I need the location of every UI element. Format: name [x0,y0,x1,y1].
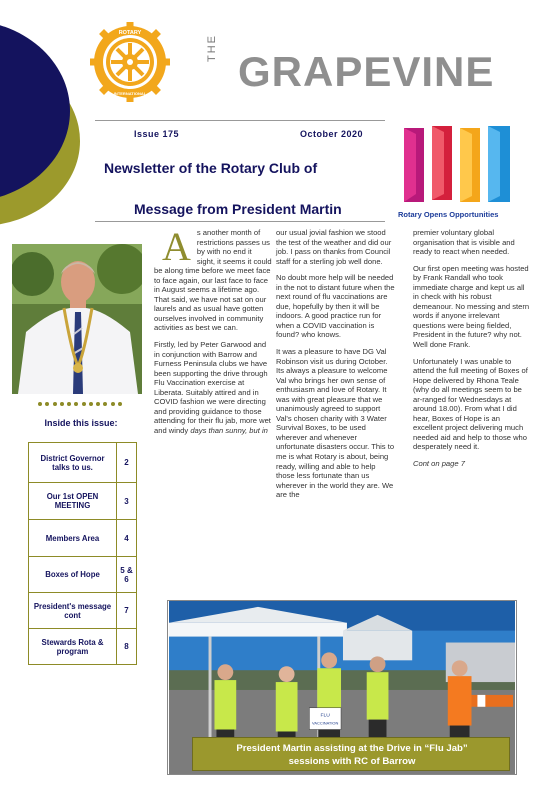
article-column-1 [154,224,272,442]
toc-page: 3 [117,483,137,520]
toc-page: 4 [117,520,137,557]
decorative-arc [0,0,88,240]
toc-title: President's message cont [29,593,117,629]
article-column-2 [276,228,396,507]
paragraph: premier voluntary global organisation that is visible and ready to react when needed. [413,228,515,257]
toc-title: Our 1st OPEN MEETING [29,483,117,520]
newsletter-subtitle: Newsletter of the Rotary Club of [104,160,318,176]
paragraph-text: days than sunny, but in [190,425,268,435]
masthead-the: THE [206,34,218,62]
toc-row [29,593,137,629]
logo-text-bottom: INTERNATIONAL [113,91,147,96]
rotary-logo [90,22,170,102]
issue-number: Issue 175 [134,129,180,139]
paragraph [154,224,272,333]
toc-row [29,483,137,520]
paragraph: No doubt more help will be needed in the not to distant future when the next round of flu vaccinations are due, hopefully by then it will be indoors. A good practice run for when a COVID vaccination is found? who knows. [276,273,395,340]
tagline: Rotary Opens Opportunities [398,210,499,219]
paragraph: our usual jovial fashion we stood the test of the weather and did our job. I pass on thanks from Council staff for a sterling job well done. [276,228,392,266]
paragraph-text: Firstly, led by Peter Garwood and in conjunction with Barrow and Furness Peninsula clubs we have been supporting the drive through Flu Vaccination exercise at Liberata. Suitably attired and in COVID fashion we were directing and providing guidance to those attending for their flu jab, more wet and windy [154,340,271,435]
issue-date: October 2020 [300,129,364,139]
toc-row [29,629,137,665]
sign-text: VACCINATION [312,720,339,726]
divider [95,120,385,121]
drop-cap: A [162,224,191,269]
dot-divider [38,402,122,410]
newsletter-title: GRAPEVINE [238,48,495,95]
president-portrait [12,244,142,394]
toc-page: 2 [117,443,137,483]
toc-page: 7 [117,593,137,629]
continued-note: Cont on page 7 [413,459,465,469]
toc-row [29,520,137,557]
paragraph: Unfortunately I was unable to attend the full meeting of Boxes of Hope delivered by Rhona Teale (why do all meetings seem to be ar-ranged for Wednesdays at around 18.00). From what I did hear, Boxes of Hope is an excellent project delivering much needed aid and help to those who desperately need it. [413,356,528,452]
toc-title: Boxes of Hope [29,557,117,593]
toc-page: 8 [117,629,137,665]
toc-title: District Governor talks to us. [29,443,117,483]
paragraph: It was a pleasure to have DG Val Robinson visit us during October. Its always a pleasure to welcome Val who brings her own sense of enthusiasm and love of Rotary. It was with great pleasure that we unanimously agreed to support Val's chosen charity with 3 Water Survival Boxes, to be used wherever and whenever unfortunate disasters occur. This to me is what Rotary is about, being ready, willing and able to help those less fortunate than us wherever in the world they are. We are the [276,347,395,500]
paragraph: Our first open meeting was hosted by Frank Randall who took immediate charge and kept us all in check with his robust demeanour. No messing and stern words if anyone irrelevant questions were being fielded, President in the future? why not. Well done Frank. [413,263,530,350]
inside-this-issue-heading: Inside this issue: [44,418,118,428]
opportunities-doors-icon [402,124,518,208]
toc-title: Members Area [29,520,117,557]
article-column-3 [413,228,531,476]
toc-page: 5 & 6 [117,557,137,593]
article-headline: Message from President Martin [134,201,342,217]
caption-line: President Martin assisting at the Drive in “Flu Jab” [236,743,468,754]
divider [95,221,385,222]
sign-text: FLU [320,713,330,719]
photo-caption [192,737,510,771]
logo-text-top: ROTARY [118,30,142,36]
toc-title: Stewards Rota & program [29,629,117,665]
caption-line: sessions with RC of Barrow [288,756,416,767]
toc-row [29,557,137,593]
table-of-contents [28,442,137,665]
paragraph-text: s another month of restrictions passes us by with no end it sight, it seems it could be along time before we meet face to face again, our last face to face in August seems a lifetime ago. That said, we have not sat on our laurels and as usual have gotten ourselves involved in community activities as best we can. [154,228,272,333]
toc-row [29,443,137,483]
paragraph [154,340,272,435]
